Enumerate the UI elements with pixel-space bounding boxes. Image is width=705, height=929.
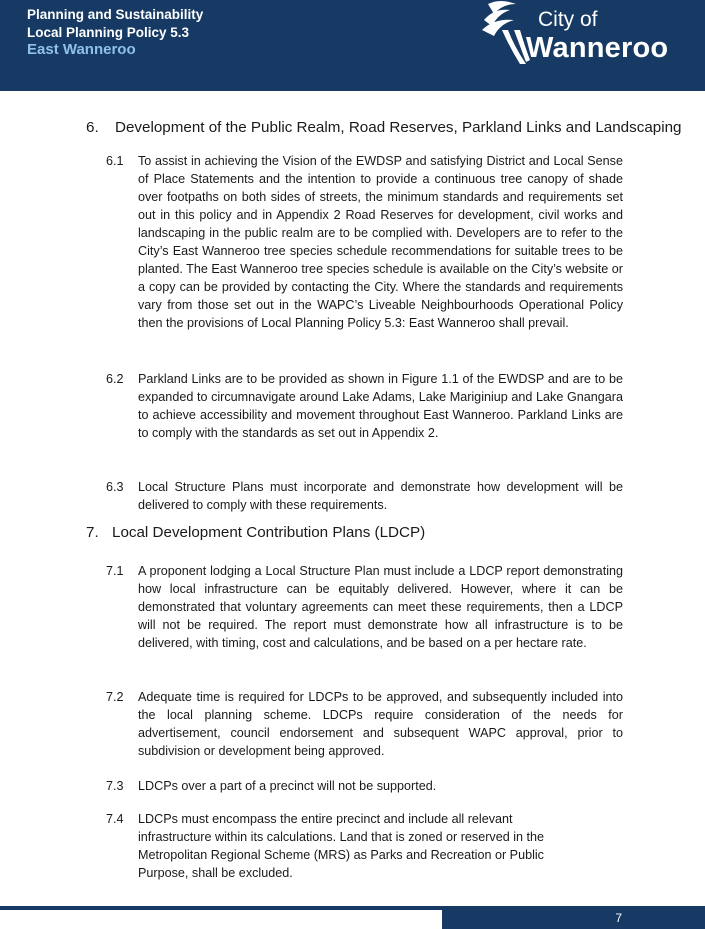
clause-text: Parkland Links are to be provided as shown in Figure 1.1 of the EWDSP and are to be expanded to circumnavigate around Lake Adams, Lake Mariginiup and Lake Gnangara to achieve accessibility and movement throughout East Wanneroo. Parkland Links are to comply with the standards as set out in Appendix 2. (138, 372, 623, 440)
clause-number: 7.2 (106, 690, 124, 704)
clause-text: A proponent lodging a Local Structure Plan must include a LDCP report demonstrating how local infrastructure can be equitably delivered. However, where it can be demonstrated that voluntary agreements can meet these requirements, then a LDCP will not be required. The report must demonstrate how all infrastructure is to be delivered, with timing, cost and calculations, and be based on a per hectare rate. (138, 564, 623, 650)
clause-text: Local Structure Plans must incorporate and demonstrate how development will be delivered to comply with these requirements. (138, 480, 623, 512)
clause-text: LDCPs over a part of a precinct will not be supported. (138, 779, 437, 793)
clause-7-4 (106, 810, 576, 882)
logo-city-of: City of (538, 8, 598, 31)
clause-7-1 (106, 562, 623, 652)
clause-number: 6.3 (106, 480, 124, 494)
header-department: Planning and Sustainability (27, 7, 204, 22)
clause-number: 7.4 (106, 812, 124, 826)
clause-number: 6.1 (106, 154, 124, 168)
section-number: 7. (86, 524, 99, 541)
section-title: Local Development Contribution Plans (LDCP) (112, 524, 426, 541)
page-number: 7 (615, 911, 622, 925)
footer-page-box (442, 906, 705, 929)
section-heading-6 (86, 119, 681, 136)
section-title: Development of the Public Realm, Road Reserves, Parkland Links and Landscaping (115, 119, 682, 136)
clause-6-2 (106, 370, 623, 442)
clause-6-1 (106, 152, 623, 332)
clause-number: 7.1 (106, 564, 124, 578)
clause-number: 7.3 (106, 779, 124, 793)
clause-6-3 (106, 478, 623, 514)
header-policy-name: East Wanneroo (27, 41, 136, 58)
clause-text: Adequate time is required for LDCPs to be approved, and subsequently included into the local planning scheme. LDCPs require consideration of the needs for advertisement, council endorsement and subsequent WAPC approval, prior to subdivision or development being approved. (138, 690, 623, 758)
clause-text: LDCPs must encompass the entire precinct and include all relevant infrastructure within its calculations. Land that is zoned or reserved in the Metropolitan Regional Scheme (MRS) as Parks and Recreation or Public Purpose, shall be excluded. (138, 812, 545, 880)
clause-text: To assist in achieving the Vision of the EWDSP and satisfying District and Local Sense of Place Statements and the intention to provide a continuous tree canopy of shade over footpaths on both sides of streets, the minimum standards and requirements set out in this policy and in Appendix 2 Road Reserves for development, civil works and landscaping in the public realm are to be complied with. Developers are to refer to the City’s East Wanneroo tree species schedule recommendations for suitable trees to be planted. The East Wanneroo tree species schedule is available on the City’s website or a copy can be provided by contacting the City. Where the standards and requirements vary from those set out in the WAPC’s Liveable Neighbourhoods Operational Policy then the provisions of Local Planning Policy 5.3: East Wanneroo shall prevail. (138, 154, 623, 330)
logo-wanneroo: Wanneroo (526, 32, 669, 64)
section-heading-7 (86, 524, 425, 541)
header-policy: Local Planning Policy 5.3 (27, 24, 190, 40)
clause-number: 6.2 (106, 372, 124, 386)
clause-7-2 (106, 688, 623, 760)
clause-7-3 (106, 777, 623, 795)
section-number: 6. (86, 119, 99, 136)
